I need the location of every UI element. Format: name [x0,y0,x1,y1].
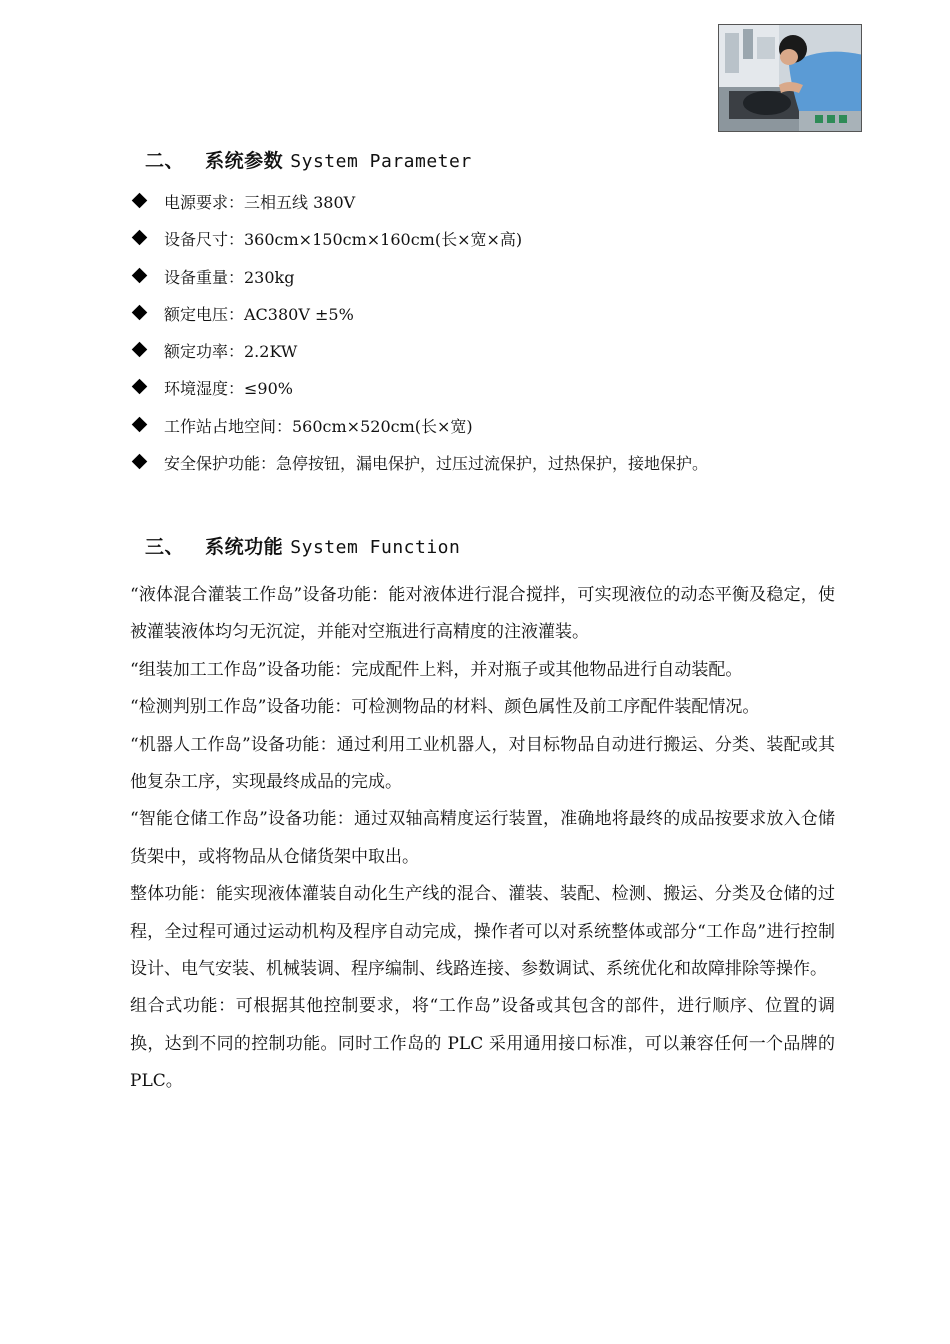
diamond-bullet-icon [132,379,148,395]
function-description [130,577,835,1101]
list-item: 设备尺寸：360cm×150cm×160cm(长×宽×高) [130,227,708,264]
paragraph: 组合式功能：可根据其他控制要求，将“工作岛”设备或其包含的部件，进行顺序、位置的调换，达到不同的控制功能。同时工作岛的 PLC 采用通用接口标准，可以兼容任何一个品牌的 PLC。 [130,996,835,1092]
paragraph: “检测判别工作岛”设备功能：可检测物品的材料、颜色属性及前工序配件装配情况。 [130,697,760,718]
diamond-bullet-icon [132,230,148,246]
section-title-en: System Function [290,537,461,558]
section-heading-parameters [145,146,472,173]
diamond-bullet-icon [132,454,148,470]
paragraph: “智能仓储工作岛”设备功能：通过双轴高精度运行装置，准确地将最终的成品按要求放入仓储货架中，或将物品从仓储货架中取出。 [130,809,835,867]
list-item: 设备重量：230kg [130,265,708,302]
paragraph: 整体功能：能实现液体灌装自动化生产线的混合、灌装、装配、检测、搬运、分类及仓储的过程，全过程可通过运动机构及程序自动完成，操作者可以对系统整体或部分“工作岛”进行控制设计、电气安装、机械装调、程序编制、线路连接、参数调试、系统优化和故障排除等操作。 [130,884,835,980]
paragraph: “组装加工工作岛”设备功能：完成配件上料，并对瓶子或其他物品进行自动装配。 [130,659,743,680]
list-item: 环境湿度：≤90% [130,376,708,413]
section-title-en: System Parameter [290,151,472,172]
section-number: 三、 [145,536,185,558]
section-number: 二、 [145,150,185,172]
list-item: 额定功率：2.2KW [130,339,708,376]
header-photo [718,24,862,132]
diamond-bullet-icon [132,342,148,358]
list-item: 工作站占地空间：560cm×520cm(长×宽) [130,414,708,451]
list-item: 电源要求：三相五线 380V [130,190,708,227]
section-heading-functions [145,532,460,559]
paragraph: “液体混合灌装工作岛”设备功能：能对液体进行混合搅拌，可实现液位的动态平衡及稳定，使被灌装液体均匀无沉淀，并能对空瓶进行高精度的注液灌装。 [130,585,835,643]
section-title-cn: 系统功能 [205,536,284,558]
list-item: 安全保护功能：急停按钮，漏电保护，过压过流保护，过热保护，接地保护。 [130,451,708,488]
parameter-list [130,190,708,488]
paragraph: “机器人工作岛”设备功能：通过利用工业机器人，对目标物品自动进行搬运、分类、装配或其他复杂工序，实现最终成品的完成。 [130,734,835,793]
diamond-bullet-icon [132,267,148,283]
list-item: 额定电压：AC380V ±5% [130,302,708,339]
diamond-bullet-icon [132,305,148,321]
section-title-cn: 系统参数 [205,150,284,172]
diamond-bullet-icon [132,193,148,209]
diamond-bullet-icon [132,417,148,433]
